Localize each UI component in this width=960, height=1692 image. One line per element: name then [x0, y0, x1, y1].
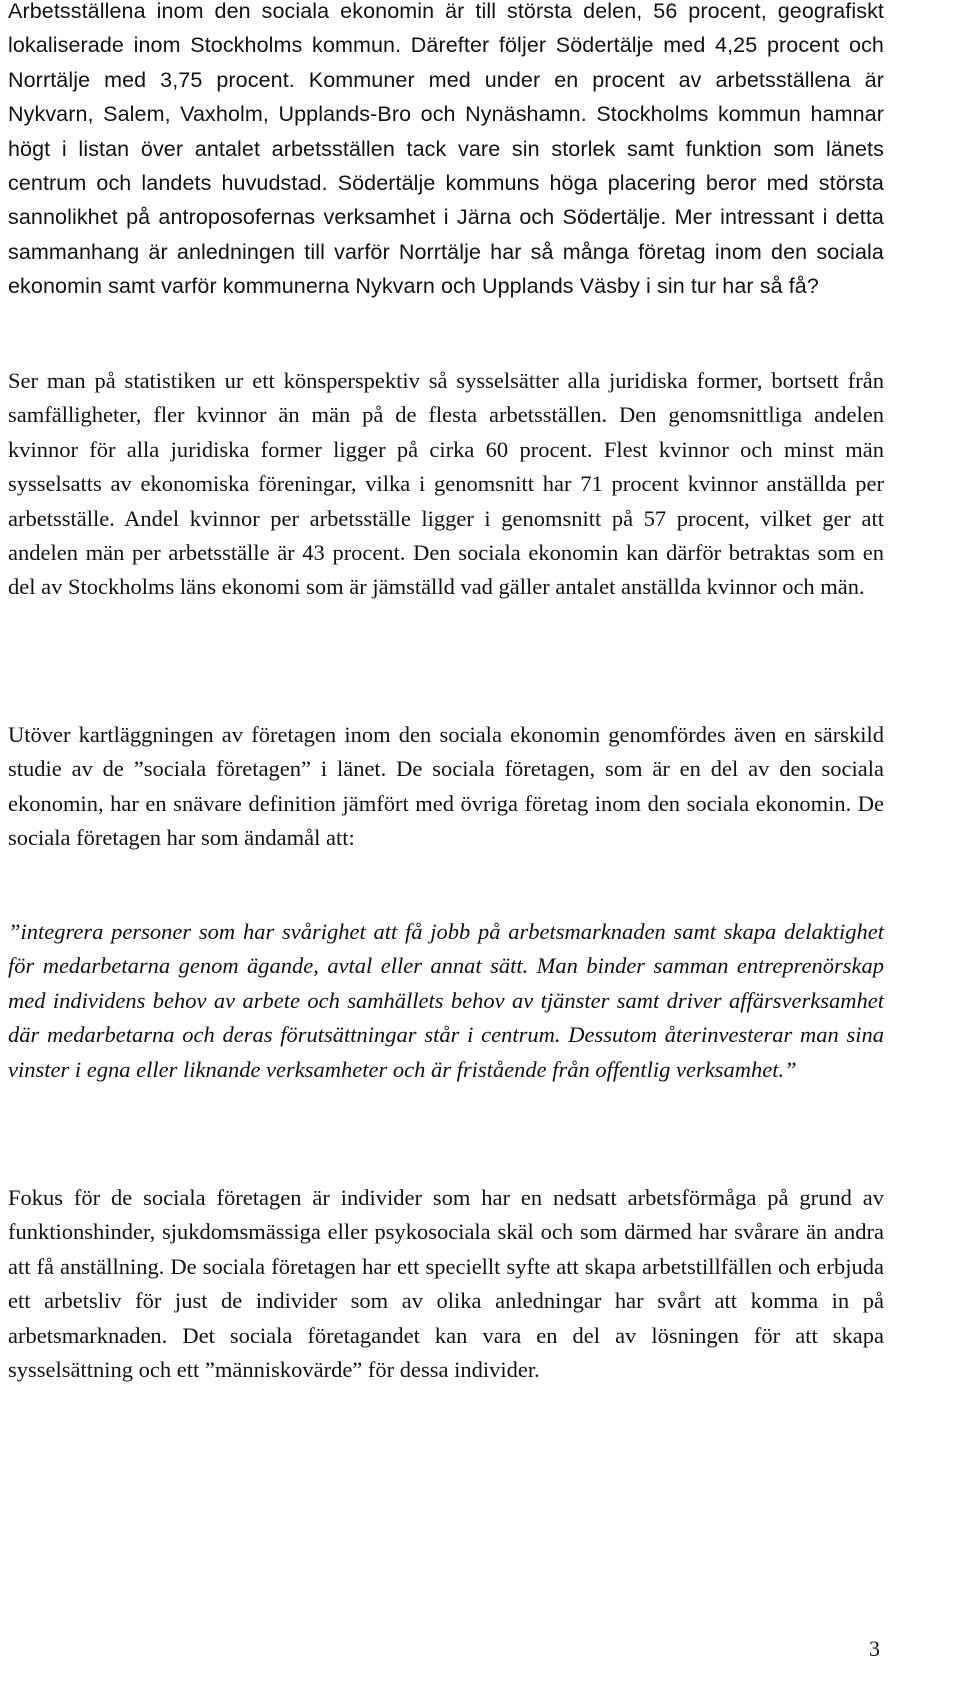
paragraph-social-enterprises-intro: Utöver kartläggningen av företagen inom den sociala ekonomin genomfördes även en särskild studie av de ”sociala företagen” i länet. De sociala företagen, som är en del av den sociala ekonomin, har en snävare definition jämfört med övriga företag inom den sociala ekonomin. De sociala företagen har som ändamål att:	[8, 722, 884, 851]
paragraph-gender-perspective: Ser man på statistiken ur ett könsperspektiv så sysselsätter alla juridiska former, bortsett från samfälligheter, fler kvinnor än män på de flesta arbetsställen. Den genomsnittliga andelen kvinnor för alla juridiska former ligger på cirka 60 procent. Flest kvinnor och minst män sysselsatts av ekonomiska föreningar, vilka i genomsnitt har 71 procent kvinnor anställda per arbetsställe. Andel kvinnor per arbetsställe ligger i genomsnitt på 57 procent, vilket ger att andelen män per arbetsställe är 43 procent. Den sociala ekonomin kan därför betraktas som en del av Stockholms läns ekonomi som är jämställd vad gäller antalet anställda kvinnor och män.	[8, 368, 884, 600]
paragraph-regional-distribution: Arbetsställena inom den sociala ekonomin är till största delen, 56 procent, geografiskt lokaliserade inom Stockholms kommun. Därefter följer Södertälje med 4,25 procent och Norrtälje med 3,75 procent. Kommuner med under en procent av arbetsställena är Nykvarn, Salem, Vaxholm, Upplands-Bro och Nynäshamn. Stockholms kommun hamnar högt i listan över antalet arbetsställen tack vare sin storlek samt funktion som länets centrum och landets huvudstad. Södertälje kommuns höga placering beror med största sannolikhet på antroposofernas verksamhet i Järna och Södertälje. Mer intressant i detta sammanhang är anledningen till varför Norrtälje har så många företag inom den sociala ekonomin samt varför kommunerna Nykvarn och Upplands Väsby i sin tur har så få?	[8, 0, 884, 299]
paragraph-social-enterprises-focus: Fokus för de sociala företagen är individer som har en nedsatt arbetsförmåga på grund av funktionshinder, sjukdomsmässiga eller psykosociala skäl och som därmed har svårare än andra att få anställning. De sociala företagen har ett speciellt syfte att skapa arbetstillfällen och erbjuda ett arbetsliv för just de individer som av olika anledningar har svårt att komma in på arbetsmarknaden. Det sociala företagandet kan vara en del av lösningen för att skapa sysselsättning och ett ”människovärde” för dessa individer.	[8, 1185, 884, 1383]
page-number: 3	[869, 1636, 880, 1661]
paragraph-definition-quote: ”integrera personer som har svårighet att få jobb på arbetsmarknaden samt skapa delaktighet för medarbetarna genom ägande, avtal eller annat sätt. Man binder samman entreprenörskap med individens behov av arbete och samhällets behov av tjänster samt driver affärsverksamhet där medarbetarna och deras förutsättningar står i centrum. Dessutom återinvesterar man sina vinster i egna eller liknande verksamheter och är fristående från offentlig verksamhet.”	[8, 919, 884, 1082]
